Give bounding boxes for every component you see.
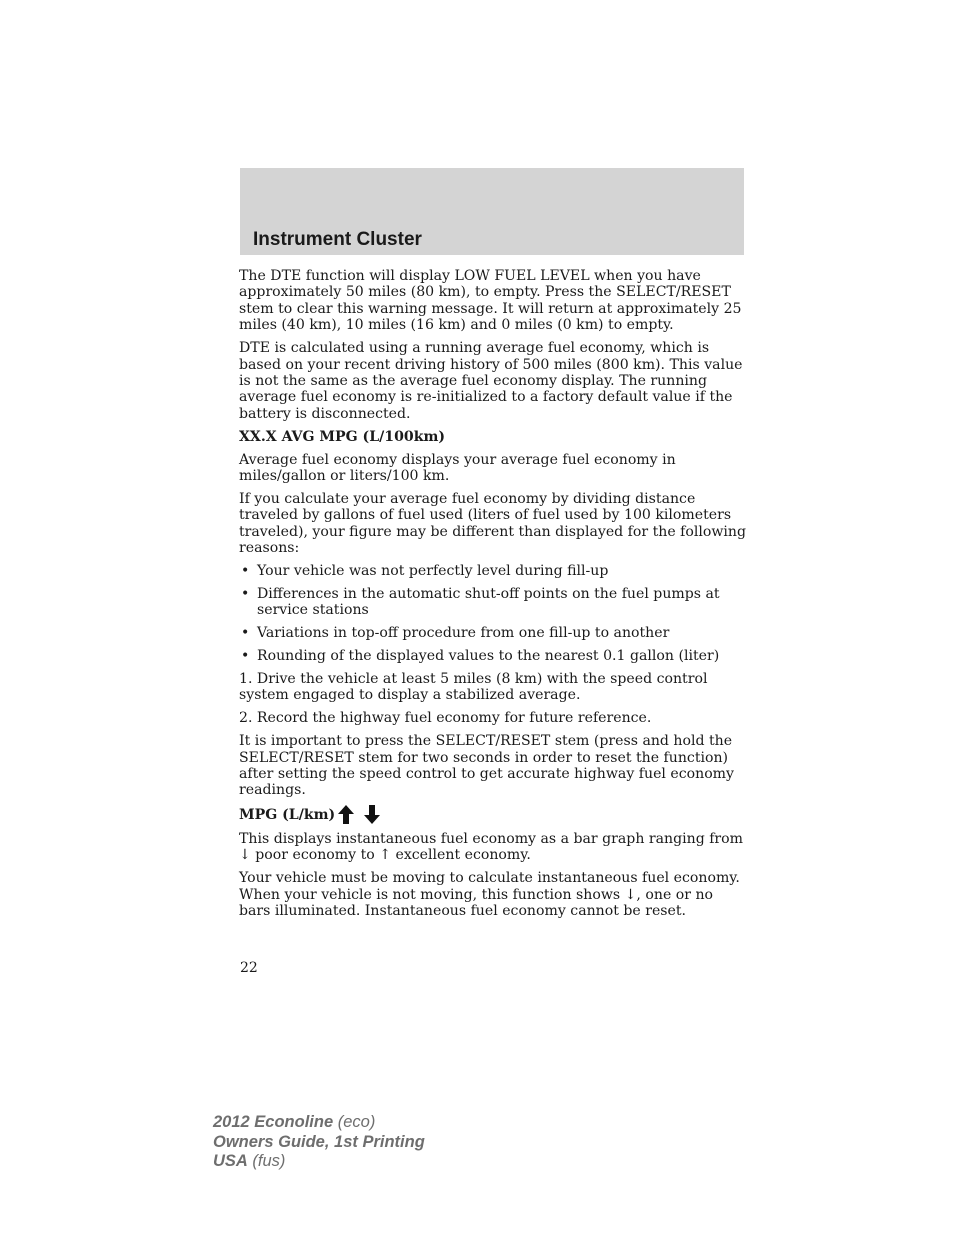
list-item [239, 625, 747, 641]
heading-avg-mpg: XX.X AVG MPG (L/100km) [239, 428, 446, 445]
bullet-icon: • [241, 625, 250, 642]
footer-line-guide: Owners Guide, 1st Printing [213, 1132, 425, 1151]
list-item [239, 586, 747, 619]
bullet-icon: • [241, 563, 250, 579]
step-1: 1. Drive the vehicle at least 5 miles (8 km) with the speed control system engaged to display a stabilized average. [239, 671, 708, 704]
list-item-text: Rounding of the displayed values to the nearest 0.1 gallon (liter) [257, 648, 720, 665]
paragraph-dte-low-fuel: The DTE function will display LOW FUEL LEVEL when you have approximately 50 miles (80 km), to empty. Press the SELECT/RESET stem to clear this warning message. It will return at approximately 25 miles (40 km), 10 miles (16 km) and 0 miles (0 km) to empty. [239, 268, 742, 334]
step-2: 2. Record the highway fuel economy for future reference. [239, 710, 652, 727]
list-item-text: Your vehicle was not perfectly level during fill-up [257, 563, 609, 579]
paragraph-instantaneous-economy: This displays instantaneous fuel economy as a bar graph ranging from ↓ poor economy to ↑ excellent economy. [239, 830, 744, 864]
bullet-icon: • [241, 648, 250, 665]
footer-line-model: 2012 Econoline (eco) [213, 1113, 376, 1131]
paragraph-avg-fuel-economy: Average fuel economy displays your average fuel economy in miles/gallon or liters/100 km. [239, 451, 676, 484]
page-body [239, 268, 747, 926]
list-item-text: Variations in top-off procedure from one fill-up to another [257, 625, 670, 642]
arrow-up-icon [338, 805, 354, 824]
section-title: Instrument Cluster [253, 229, 422, 250]
paragraph-moving-requirement: Your vehicle must be moving to calculate instantaneous fuel economy. When your vehicle is not moving, this function shows ↓, one or no bars illuminated. Instantaneous fuel economy cannot be reset. [239, 870, 740, 919]
heading-mpg [239, 805, 747, 824]
heading-mpg-label: MPG (L/km) [239, 806, 336, 823]
reasons-list [239, 563, 747, 665]
list-item-text: Differences in the automatic shut-off points on the fuel pumps at service stations [257, 585, 720, 619]
paragraph-select-reset: It is important to press the SELECT/RESET stem (press and hold the SELECT/RESET stem for two seconds in order to reset the function) after setting the speed control to get accurate highway fuel economy readings. [239, 733, 735, 799]
arrow-down-icon [364, 805, 380, 824]
list-item [239, 563, 747, 579]
page-number: 22 [240, 960, 258, 976]
list-item [239, 648, 747, 664]
footer-publication-info [213, 1113, 425, 1172]
paragraph-dte-calculation: DTE is calculated using a running average fuel economy, which is based on your recent driving history of 500 miles (800 km). This value is not the same as the average fuel economy display. The running average fuel economy is re-initialized to a factory default value if the battery is disconnected. [239, 340, 743, 422]
paragraph-calculate-economy: If you calculate your average fuel economy by dividing distance traveled by gallons of fuel used (liters of fuel used by 100 kilometers traveled), your figure may be different than displayed for the following reasons: [239, 490, 747, 557]
bullet-icon: • [241, 585, 250, 602]
footer-line-region: USA (fus) [213, 1152, 286, 1170]
section-header-band [240, 168, 744, 255]
